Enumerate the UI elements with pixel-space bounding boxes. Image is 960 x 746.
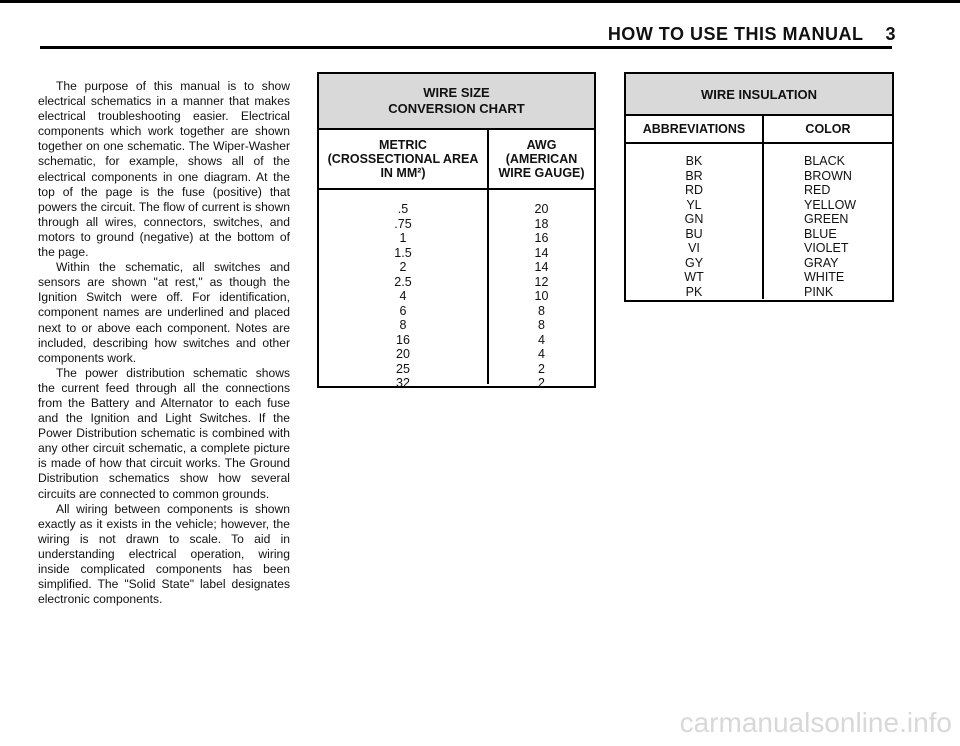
metric-value: .75 bbox=[394, 216, 412, 231]
wire-size-title-line2: CONVERSION CHART bbox=[388, 101, 525, 116]
header-rule bbox=[40, 46, 892, 49]
paragraph-switches: Within the schematic, all switches and sensors are shown "at rest," as though the Ignition Switch were off. For identification, component names are underlined and placed next to or above each component. Notes are included, describing how switches and other components work. bbox=[38, 260, 290, 365]
abbreviation-value: VI bbox=[688, 241, 700, 255]
abbreviation-value: BK bbox=[685, 154, 703, 168]
awg-header-line2: (AMERICAN bbox=[505, 152, 578, 166]
watermark-text: carmanualsonline.info bbox=[679, 707, 952, 738]
metric-value: 20 bbox=[396, 347, 410, 361]
awg-value: 8 bbox=[538, 303, 545, 318]
color-value: VIOLET bbox=[804, 241, 849, 255]
color-values-column bbox=[762, 144, 892, 299]
body-text-column bbox=[38, 79, 290, 607]
metric-value: 16 bbox=[396, 332, 410, 347]
awg-value: 10 bbox=[534, 289, 549, 303]
abbreviation-values-column bbox=[626, 144, 762, 299]
metric-values-column bbox=[319, 190, 487, 390]
awg-header-line1: AWG bbox=[526, 138, 557, 152]
paragraph-power-distribution: The power distribution schematic shows the current feed through all the connections from the Battery and Alternator to each fuse and the Ignition and Light Switches. If the Power Distribution schematic is combined with any other circuit schematic, a complete picture is made of how that circuit works. The Ground Distribution schematics show how several circuits are connected to common grounds. bbox=[38, 365, 290, 501]
awg-value: 2 bbox=[538, 361, 545, 376]
metric-value: 6 bbox=[399, 303, 407, 318]
abbreviations-column-header: ABBREVIATIONS bbox=[642, 122, 746, 136]
color-value: GREEN bbox=[804, 212, 849, 226]
awg-value: 16 bbox=[534, 231, 549, 245]
color-column-header: COLOR bbox=[762, 116, 892, 142]
color-value: PINK bbox=[804, 284, 834, 299]
awg-value: 14 bbox=[534, 245, 549, 260]
metric-value: 2.5 bbox=[394, 274, 412, 289]
abbreviation-value: GN bbox=[684, 212, 704, 226]
page-title: HOW TO USE THIS MANUAL bbox=[607, 24, 864, 44]
awg-values-column bbox=[487, 190, 594, 390]
color-value: BLACK bbox=[804, 154, 845, 168]
awg-value: 2 bbox=[538, 376, 545, 390]
awg-value: 8 bbox=[538, 318, 545, 332]
color-value: YELLOW bbox=[804, 197, 857, 212]
wire-insulation-title: WIRE INSULATION bbox=[626, 74, 892, 116]
page-header bbox=[608, 24, 896, 45]
wire-size-data-row bbox=[319, 190, 594, 390]
abbreviation-value: WT bbox=[684, 270, 704, 284]
color-value: BLUE bbox=[804, 226, 837, 241]
metric-value: 2 bbox=[399, 260, 407, 274]
metric-value: 32 bbox=[396, 376, 410, 390]
insulation-data-row bbox=[626, 144, 892, 299]
abbreviation-value: BU bbox=[685, 226, 703, 241]
wire-size-header-row bbox=[319, 130, 594, 190]
awg-value: 20 bbox=[534, 202, 549, 216]
color-value: BROWN bbox=[804, 168, 852, 183]
awg-header-line3: WIRE GAUGE) bbox=[498, 166, 585, 180]
awg-value: 12 bbox=[534, 274, 549, 289]
color-value: RED bbox=[804, 183, 831, 197]
insulation-header-row bbox=[626, 116, 892, 144]
top-border-rule bbox=[0, 0, 960, 3]
wire-insulation-chart bbox=[624, 72, 894, 302]
abbreviation-value: PK bbox=[685, 284, 703, 299]
awg-value: 18 bbox=[534, 216, 549, 231]
abbreviation-value: BR bbox=[685, 168, 703, 183]
wire-size-chart-title bbox=[319, 74, 594, 130]
wire-size-conversion-chart bbox=[317, 72, 596, 388]
metric-column-header bbox=[319, 130, 487, 188]
awg-value: 4 bbox=[538, 347, 545, 361]
metric-value: 1.5 bbox=[394, 245, 412, 260]
color-value: GRAY bbox=[804, 255, 839, 270]
abbreviation-value: RD bbox=[684, 183, 704, 197]
page-number: 3 bbox=[885, 24, 896, 44]
metric-value: 8 bbox=[399, 318, 407, 332]
metric-value: 4 bbox=[399, 289, 407, 303]
wire-size-title-line1: WIRE SIZE bbox=[423, 85, 490, 100]
metric-header-line2: (CROSSECTIONAL AREA bbox=[327, 152, 479, 166]
metric-header-line1: METRIC bbox=[379, 138, 427, 152]
abbreviation-value: GY bbox=[684, 255, 704, 270]
awg-value: 14 bbox=[534, 260, 549, 274]
awg-value: 4 bbox=[538, 332, 545, 347]
metric-value: .5 bbox=[397, 202, 409, 216]
color-value: WHITE bbox=[804, 270, 845, 284]
abbreviation-value: YL bbox=[686, 197, 702, 212]
paragraph-purpose: The purpose of this manual is to show electrical schematics in a manner that makes electrical troubleshooting easier. Electrical components which work together are shown together on one schematic. The Wiper-Washer schematic, for example, shows all of the electrical components in one diagram. At the top of the page is the fuse (positive) that powers the circuit. The flow of current is shown through all wires, connectors, switches, and motors to ground (negative) at the bottom of the page. bbox=[38, 79, 290, 260]
paragraph-wiring: All wiring between components is shown exactly as it exists in the vehicle; however, the wiring is not drawn to scale. To aid in understanding electrical operation, wiring inside complicated components has been simplified. The "Solid State" label designates electronic components. bbox=[38, 501, 290, 607]
metric-value: 1 bbox=[399, 231, 407, 245]
metric-header-line3: IN MM²) bbox=[380, 166, 426, 180]
awg-column-header bbox=[487, 130, 594, 188]
metric-value: 25 bbox=[396, 361, 410, 376]
